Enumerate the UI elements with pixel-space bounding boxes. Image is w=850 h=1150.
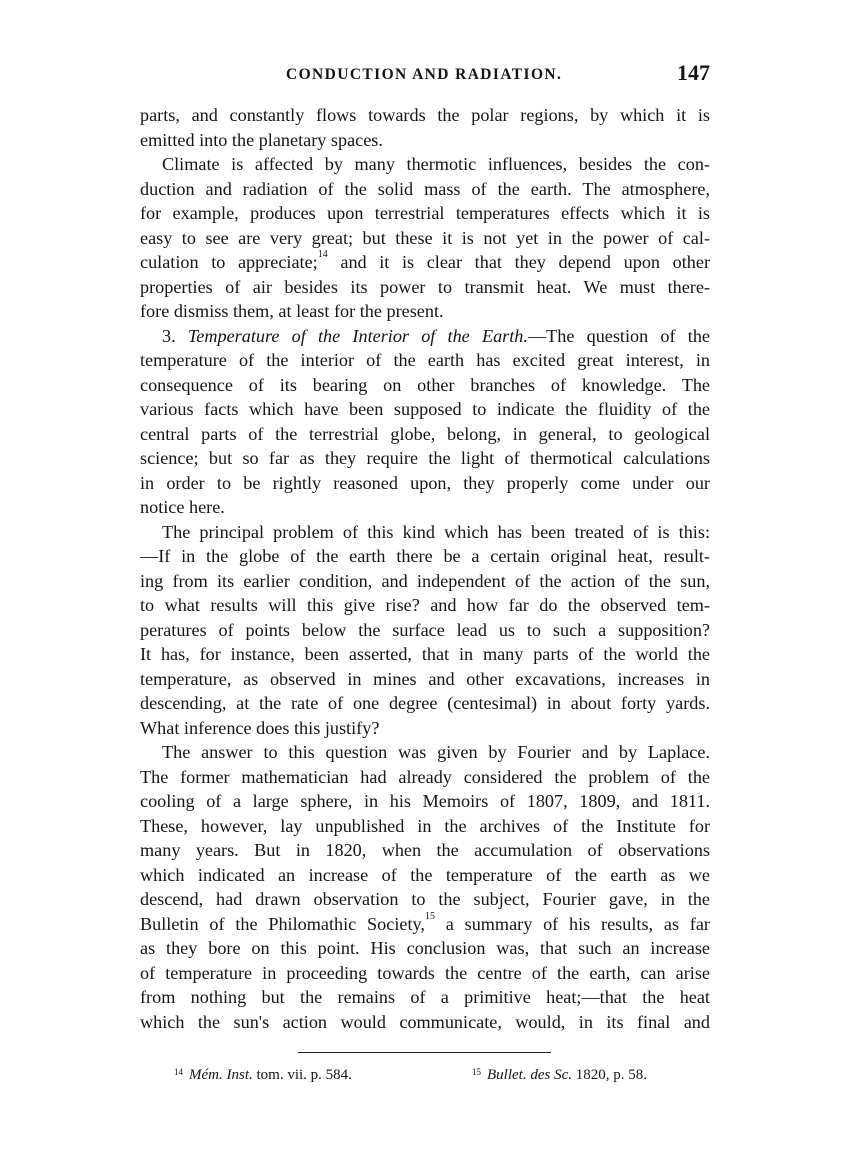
text-line: cooling of a large sphere, in his Memoirs of 1807, 1809, and 1811. xyxy=(140,791,710,811)
text-line: temperature, as observed in mines and other excavations, increases in xyxy=(140,668,710,689)
paragraph xyxy=(140,152,710,324)
footnotes xyxy=(174,1067,694,1091)
body-text xyxy=(140,103,710,1034)
footnote-ref: 14 xyxy=(317,249,328,260)
text-line: which indicated an increase of the temperature of the earth as we xyxy=(140,864,710,885)
text-line xyxy=(140,324,710,349)
text-line: of temperature in proceeding towards the centre of the earth, can arise xyxy=(140,962,710,983)
text-segment: —The question of the xyxy=(527,325,710,346)
text-line: easy to see are very great; but these it is not yet in the power of cal- xyxy=(140,227,710,248)
text-line: for example, produces upon terrestrial temperatures effects which it is xyxy=(140,203,710,223)
text-line: Climate is affected by many thermotic influences, besides the con- xyxy=(162,154,710,174)
text-line: These, however, lay unpublished in the archives of the Institute for xyxy=(140,815,710,836)
text-segment: culation to appreciate; xyxy=(140,252,318,272)
section-title: Temperature of the Interior of the Earth. xyxy=(187,325,528,346)
text-segment: a summary of his results, as far xyxy=(445,913,710,934)
footnote xyxy=(174,1067,352,1084)
text-segment: and it is clear that they depend upon other xyxy=(340,252,711,272)
text-line: ing from its earlier condition, and independent of the action of the sun, xyxy=(140,570,710,591)
text-line: in order to be rightly reasoned upon, they properly come under our xyxy=(140,472,710,493)
page-number: 147 xyxy=(677,60,710,85)
text-line: descending, at the rate of one degree (centesimal) in about forty yards. xyxy=(140,693,710,713)
footnote-ref: 15 xyxy=(424,910,435,922)
text-line: duction and radiation of the solid mass of the earth. The atmosphere, xyxy=(140,178,710,199)
text-line: The principal problem of this kind which has been treated of is this: xyxy=(162,521,710,542)
text-line: What inference does this justify? xyxy=(140,717,380,738)
text-line: —If in the globe of the earth there be a certain original heat, result- xyxy=(140,546,710,566)
footnote-source: Bullet. des Sc. xyxy=(487,1067,572,1083)
text-line: science; but so far as they require the light of thermotical calculations xyxy=(140,448,710,468)
text-line: temperature of the interior of the earth has excited great interest, in xyxy=(140,350,710,370)
page-header xyxy=(140,62,710,92)
text-line: many years. But in 1820, when the accumulation of observations xyxy=(140,840,710,860)
text-line: descend, had drawn observation to the subject, Fourier gave, in the xyxy=(140,889,710,909)
footnote-number: 14 xyxy=(174,1067,183,1077)
text-line xyxy=(140,912,710,937)
footnote xyxy=(472,1067,647,1084)
text-line: emitted into the planetary spaces. xyxy=(140,129,383,150)
text-line: from nothing but the remains of a primitive heat;—that the heat xyxy=(140,987,710,1007)
footnote-source: Mém. Inst. xyxy=(189,1067,253,1083)
text-line: peratures of points below the surface lead us to such a supposition? xyxy=(140,619,710,640)
text-line: various facts which have been supposed to indicate the fluidity of the xyxy=(140,399,710,419)
text-line: fore dismiss them, at least for the present. xyxy=(140,301,444,321)
section-number: 3. xyxy=(162,325,176,346)
text-line: properties of air besides its power to transmit heat. We must there- xyxy=(140,276,710,297)
footnote-number: 15 xyxy=(472,1067,481,1077)
paragraph xyxy=(140,740,710,1034)
text-line: consequence of its bearing on other branches of knowledge. The xyxy=(140,374,710,395)
paragraph xyxy=(140,520,710,741)
text-line: parts, and constantly flows towards the polar regions, by which it is xyxy=(140,105,710,125)
text-line: notice here. xyxy=(140,497,225,517)
text-line: to what results will this give rise? and how far do the observed tem- xyxy=(140,595,710,615)
paragraph xyxy=(140,324,710,520)
running-head: CONDUCTION AND RADIATION. xyxy=(286,66,563,83)
text-line xyxy=(140,250,710,275)
text-line: which the sun's action would communicate, would, in its final and xyxy=(140,1011,710,1032)
text-segment: Bulletin of the Philomathic Society, xyxy=(140,913,425,934)
footnote-rule xyxy=(298,1052,551,1053)
text-line: It has, for instance, been asserted, that in many parts of the world the xyxy=(140,644,710,664)
text-line: The former mathematician had already considered the problem of the xyxy=(140,766,710,787)
text-line: The answer to this question was given by Fourier and by Laplace. xyxy=(162,742,710,762)
footnote-detail: 1820, p. 58. xyxy=(575,1067,647,1083)
paragraph xyxy=(140,103,710,152)
text-line: central parts of the terrestrial globe, belong, in general, to geological xyxy=(140,423,710,444)
text-line: as they bore on this point. His conclusion was, that such an increase xyxy=(140,938,710,958)
footnote-detail: tom. vii. p. 584. xyxy=(256,1067,352,1083)
